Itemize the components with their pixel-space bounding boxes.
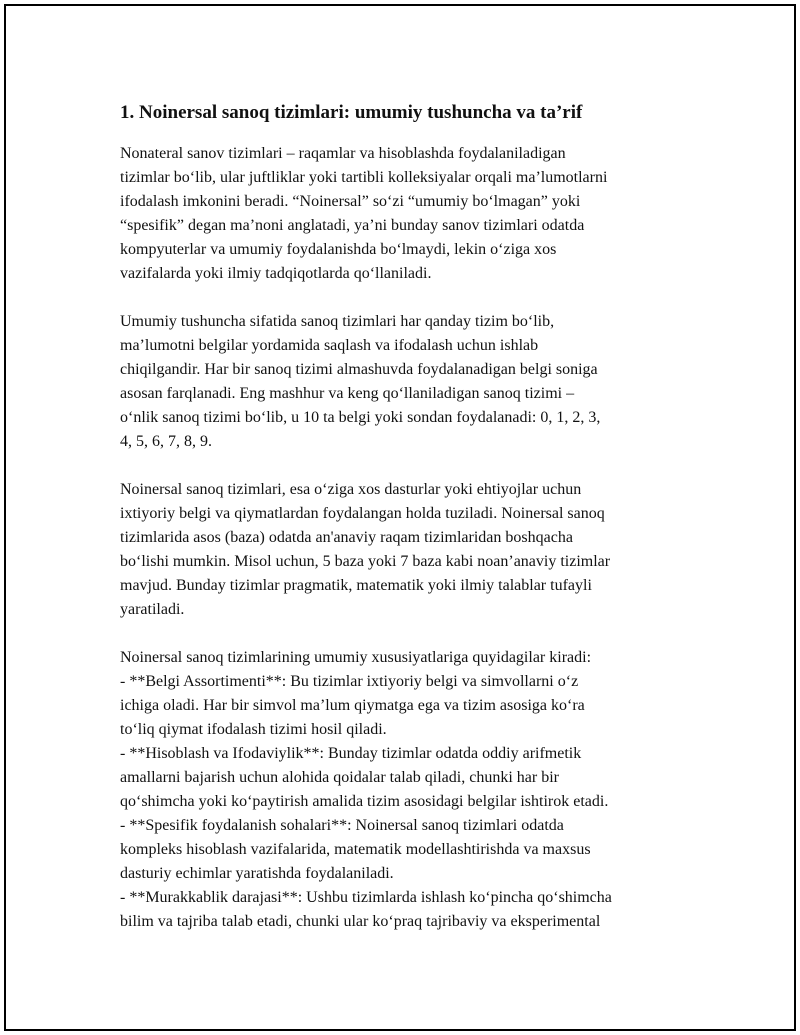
- paragraph-4: [120, 646, 700, 934]
- paragraph-1: [120, 142, 700, 286]
- list-item-line: - **Murakkablik darajasi**: Ushbu tizimlarda ishlash ko‘pincha qo‘shimcha: [120, 889, 612, 906]
- text-line: ifodalash imkonini beradi. “Noinersal” so‘zi “umumiy bo‘lmagan” yoki: [120, 193, 581, 210]
- text-line: “spesifik” degan ma’noni anglatadi, ya’ni bunday sanov tizimlari odatda: [120, 217, 585, 234]
- text-line: tizimlarida asos (baza) odatda an'anaviy raqam tizimlaridan boshqacha: [120, 529, 573, 546]
- text-line: Noinersal sanoq tizimlarining umumiy xususiyatlariga quyidagilar kiradi:: [120, 649, 592, 666]
- list-item-line: to‘liq qiymat ifodalash tizimi hosil qiladi.: [120, 721, 387, 738]
- paragraph-3: [120, 478, 700, 622]
- text-line: ma’lumotni belgilar yordamida saqlash va ifodalash uchun ishlab: [120, 337, 539, 354]
- list-item-line: amallarni bajarish uchun alohida qoidalar talab qiladi, chunki har bir: [120, 769, 559, 786]
- text-line: asosan farqlanadi. Eng mashhur va keng qo‘llaniladigan sanoq tizimi –: [120, 385, 575, 402]
- list-item-line: - **Hisoblash va Ifodaviylik**: Bunday tizimlar odatda oddiy arifmetik: [120, 745, 582, 762]
- text-line: bo‘lishi mumkin. Misol uchun, 5 baza yoki 7 baza kabi noan’anaviy tizimlar: [120, 553, 611, 570]
- paragraph-2: [120, 310, 700, 454]
- page-frame: [4, 4, 796, 1031]
- text-line: Nonateral sanov tizimlari – raqamlar va hisoblashda foydalaniladigan: [120, 145, 566, 162]
- document-title: 1. Noinersal sanoq tizimlari: umumiy tushuncha va ta’rif: [120, 102, 583, 123]
- list-item-line: - **Belgi Assortimenti**: Bu tizimlar ixtiyoriy belgi va simvollarni o‘z: [120, 673, 579, 690]
- text-line: yaratiladi.: [120, 601, 185, 618]
- list-item-line: qo‘shimcha yoki ko‘paytirish amalida tizim asosidagi belgilar ishtirok etadi.: [120, 793, 609, 810]
- list-item-line: ichiga oladi. Har bir simvol ma’lum qiymatga ega va tizim asosiga ko‘ra: [120, 697, 585, 714]
- text-line: Umumiy tushuncha sifatida sanoq tizimlari har qanday tizim bo‘lib,: [120, 313, 555, 330]
- text-line: Noinersal sanoq tizimlari, esa o‘ziga xos dasturlar yoki ehtiyojlar uchun: [120, 481, 582, 498]
- document-body: [120, 100, 700, 958]
- text-line: ixtiyoriy belgi va qiymatlardan foydalangan holda tuziladi. Noinersal sanoq: [120, 505, 605, 522]
- list-item-line: dasturiy echimlar yaratishda foydalaniladi.: [120, 865, 394, 882]
- list-item-line: kompleks hisoblash vazifalarida, matematik modellashtirishda va maxsus: [120, 841, 591, 858]
- list-item-line: - **Spesifik foydalanish sohalari**: Noinersal sanoq tizimlari odatda: [120, 817, 564, 834]
- text-line: chiqilgandir. Har bir sanoq tizimi almashuvda foydalanadigan belgi soniga: [120, 361, 598, 378]
- text-line: vazifalarda yoki ilmiy tadqiqotlarda qo‘llaniladi.: [120, 265, 432, 282]
- text-line: tizimlar bo‘lib, ular juftliklar yoki tartibli kolleksiyalar orqali ma’lumotlarni: [120, 169, 608, 186]
- text-line: 4, 5, 6, 7, 8, 9.: [120, 433, 212, 450]
- list-item-line: bilim va tajriba talab etadi, chunki ular ko‘praq tajribaviy va eksperimental: [120, 913, 601, 930]
- text-line: o‘nlik sanoq tizimi bo‘lib, u 10 ta belgi yoki sondan foydalanadi: 0, 1, 2, 3,: [120, 409, 601, 426]
- text-line: kompyuterlar va umumiy foydalanishda bo‘lmaydi, lekin o‘ziga xos: [120, 241, 557, 258]
- text-line: mavjud. Bunday tizimlar pragmatik, matematik yoki ilmiy talablar tufayli: [120, 577, 592, 594]
